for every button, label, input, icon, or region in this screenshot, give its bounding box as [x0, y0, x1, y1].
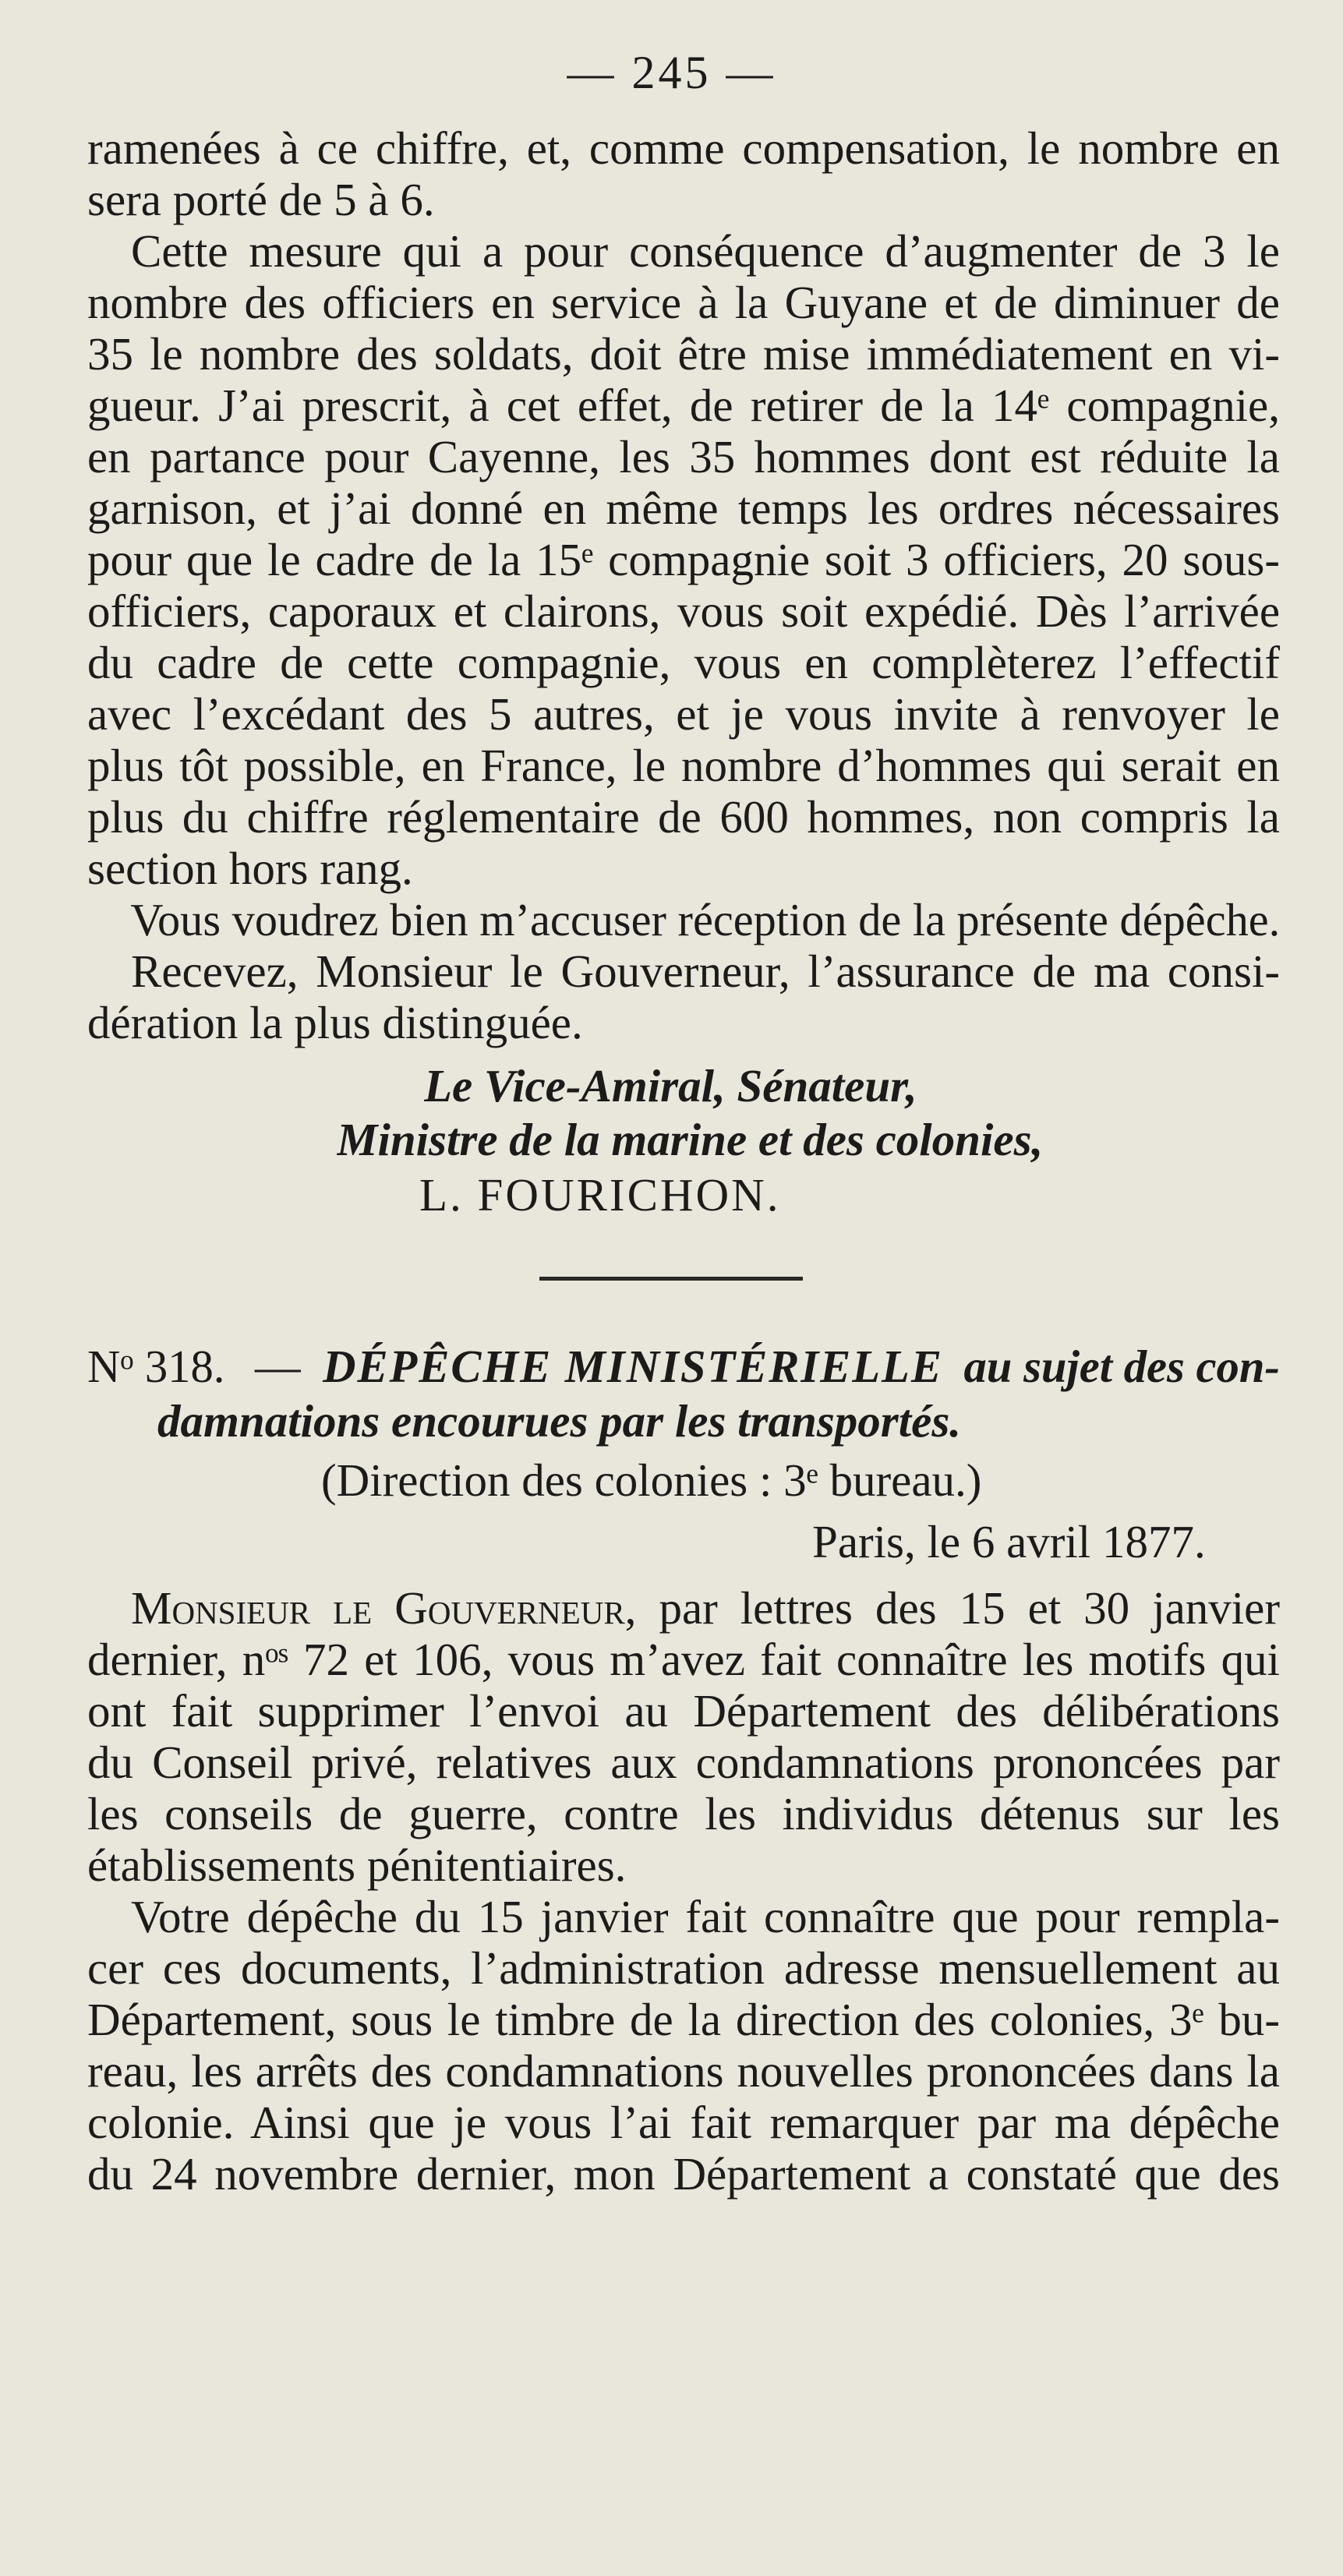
- body-line: avec l’excédant des 5 autres, et je vous invite à renvoyer le: [87, 688, 1280, 740]
- body-line: en partance pour Cayenne, les 35 hommes dont est réduite la: [87, 431, 1280, 482]
- dispatch-heading-line2: damnations encourues par les transportés.: [157, 1395, 962, 1447]
- body-line: dération la plus distinguée.: [87, 997, 583, 1048]
- body-line: Recevez, Monsieur le Gouverneur, l’assurance de ma consi-: [131, 945, 1280, 997]
- dispatch-date: Paris, le 6 avril 1877.: [812, 1516, 1206, 1567]
- dispatch-heading-caps: DÉPÊCHE MINISTÉRIELLE: [323, 1341, 943, 1392]
- body-line: nombre des officiers en service à la Guyane et de diminuer de: [87, 277, 1280, 328]
- body-line: 35 le nombre des soldats, doit être mise immédiatement en vi-: [87, 328, 1280, 380]
- body-line: gueur. J’ai prescrit, à cet effet, de retirer de la 14ᵉ compagnie,: [87, 380, 1280, 431]
- body-line: plus tôt possible, en France, le nombre d’hommes qui serait en: [87, 740, 1280, 791]
- body-line-rest: par lettres des 15 et 30 janvier: [659, 1582, 1280, 1634]
- body-line: du Conseil privé, relatives aux condamnations prononcées par: [87, 1737, 1280, 1788]
- body-line: ramenées à ce chiffre, et, comme compensation, le nombre en: [87, 122, 1280, 174]
- body-line: pour que le cadre de la 15ᵉ compagnie soit 3 officiers, 20 sous-: [87, 534, 1280, 585]
- body-line: section hors rang.: [87, 843, 413, 894]
- dispatch-heading: [87, 1341, 1280, 1392]
- body-line: cer ces documents, l’administration adresse mensuellement au: [87, 1942, 1280, 1994]
- body-line: les conseils de guerre, contre les individus détenus sur les: [87, 1788, 1280, 1839]
- body-line: Cette mesure qui a pour conséquence d’augmenter de 3 le: [131, 225, 1280, 277]
- body-line: sera porté de 5 à 6.: [87, 174, 435, 225]
- body-line: garnison, et j’ai donné en même temps les ordres nécessaires: [87, 482, 1280, 534]
- body-line: officiers, caporaux et clairons, vous soit expédié. Dès l’arrivée: [87, 585, 1280, 637]
- body-line: plus du chiffre réglementaire de 600 hommes, non compris la: [87, 791, 1280, 843]
- body-line: reau, les arrêts des condamnations nouvelles prononcées dans la: [87, 2045, 1280, 2097]
- dispatch-heading-rest: au sujet des con-: [963, 1341, 1280, 1392]
- body-line: ont fait supprimer l’envoi au Département des délibérations: [87, 1685, 1280, 1737]
- body-line: Département, sous le timbre de la direction des colonies, 3ᵉ bu-: [87, 1994, 1280, 2045]
- page-number: — 245 —: [567, 47, 776, 98]
- body-line: Vous voudrez bien m’accuser réception de la présente dépêche.: [130, 894, 1280, 945]
- dispatch-dash: —: [254, 1341, 301, 1392]
- body-line: du cadre de cette compagnie, vous en complèterez l’effectif: [87, 637, 1280, 688]
- signature-name: L. FOURICHON.: [419, 1169, 781, 1221]
- section-divider: [539, 1277, 803, 1281]
- salutation: Monsieur le Gouverneur,: [131, 1582, 637, 1634]
- body-line: dernier, nᵒˢ 72 et 106, vous m’avez fait connaître les motifs qui: [87, 1634, 1280, 1685]
- body-line: colonie. Ainsi que je vous l’ai fait remarquer par ma dépêche: [87, 2097, 1280, 2148]
- signature-office: Ministre de la marine et des colonies,: [337, 1114, 1044, 1165]
- body-line: [87, 1582, 1280, 1634]
- dispatch-direction: (Direction des colonies : 3ᵉ bureau.): [321, 1454, 982, 1506]
- body-line: du 24 novembre dernier, mon Département a constaté que des: [87, 2148, 1280, 2200]
- body-line: établissements pénitentiaires.: [87, 1839, 627, 1891]
- dispatch-number: Nᵒ 318.: [87, 1341, 225, 1392]
- signature-title: Le Vice-Amiral, Sénateur,: [424, 1060, 917, 1111]
- body-line: Votre dépêche du 15 janvier fait connaître que pour rempla-: [131, 1891, 1280, 1942]
